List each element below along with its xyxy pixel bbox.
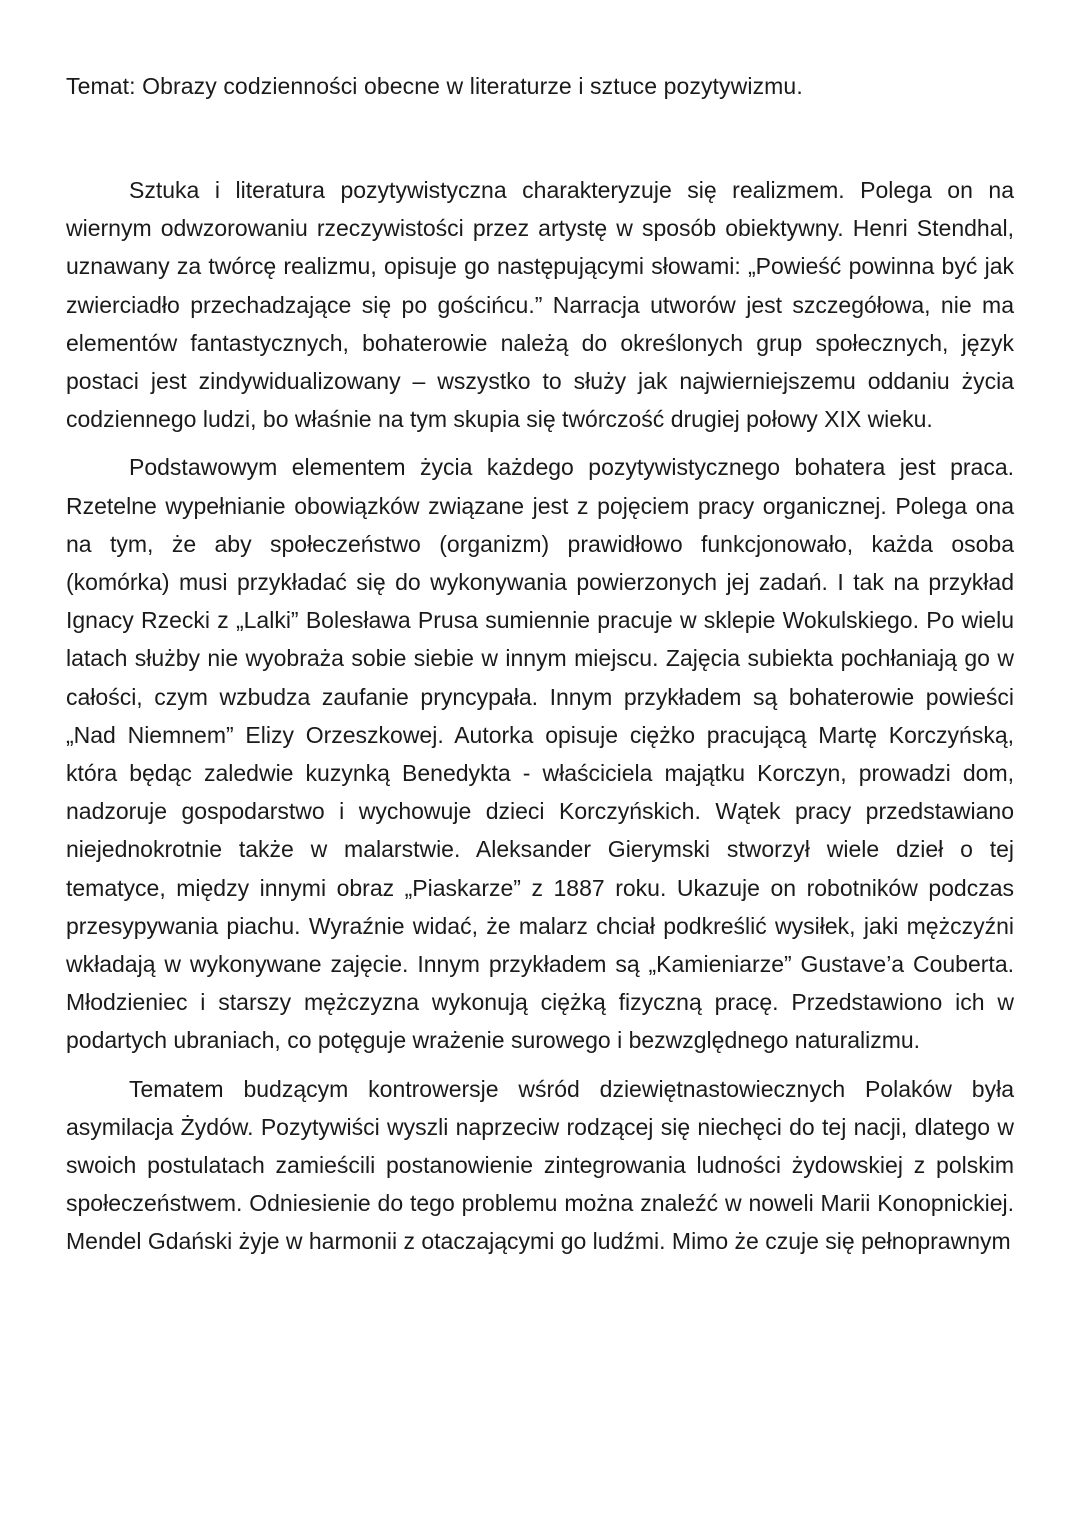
paragraph-realism: Sztuka i literatura pozytywistyczna charakteryzuje się realizmem. Polega on na wiernym odwzorowaniu rzeczywistości przez artystę w sposób obiektywny. Henri Stendhal, uznawany za twórcę realizmu, opisuje go następującymi słowami: „Powieść powinna być jak zwierciadło przechadzające się po gościńcu.” Narracja utworów jest szczegółowa, nie ma elementów fantastycznych, bohaterowie należą do określonych grup społecznych, język postaci jest zindywidualizowany – wszystko to służy jak najwierniejszemu oddaniu życia codziennego ludzi, bo właśnie na tym skupia się twórczość drugiej połowy XIX wieku. <box>66 177 1014 433</box>
document-title: Temat: Obrazy codzienności obecne w literaturze i sztuce pozytywizmu. <box>66 73 803 99</box>
document-body <box>66 171 1014 1271</box>
paragraph-assimilation: Tematem budzącym kontrowersje wśród dziewiętnastowiecznych Polaków była asymilacja Żydów. Pozytywiści wyszli naprzeciw rodzącej się niechęci do tej nacji, dlatego w swoich postulatach zamieścili postanowienie zintegrowania ludności żydowskiej z polskim społeczeństwem. Odniesienie do tego problemu można znaleźć w noweli Marii Konopnickiej. Mendel Gdański żyje w harmonii z otaczającymi go ludźmi. Mimo że czuje się pełnoprawnym <box>66 1075 1014 1255</box>
paragraph-work: Podstawowym elementem życia każdego pozytywistycznego bohatera jest praca. Rzetelne wypełnianie obowiązków związane jest z pojęciem pracy organicznej. Polega ona na tym, że aby społeczeństwo (organizm) prawidłowo funkcjonowało, każda osoba (komórka) musi przykładać się do wykonywania powierzonych jej zadań. I tak na przykład Ignacy Rzecki z „Lalki” Bolesława Prusa sumiennie pracuje w sklepie Wokulskiego. Po wielu latach służby nie wyobraża sobie siebie w innym miejscu. Zajęcia subiekta pochłaniają go w całości, czym wzbudza zaufanie pryncypała. Innym przykładem są bohaterowie powieści „Nad Niemnem” Elizy Orzeszkowej. Autorka opisuje ciężko pracującą Martę Korczyńską, która będąc zaledwie kuzynką Benedykta - właściciela majątku Korczyn, prowadzi dom, nadzoruje gospodarstwo i wychowuje dzieci Korczyńskich. Wątek pracy przedstawiano niejednokrotnie także w malarstwie. Aleksander Gierymski stworzył wiele dzieł o tej tematyce, między innymi obraz „Piaskarze” z 1887 roku. Ukazuje on robotników podczas przesypywania piachu. Wyraźnie widać, że malarz chciał podkreślić wysiłek, jaki mężczyźni wkładają w wykonywane zajęcie. Innym przykładem są „Kamieniarze” Gustave’a Couberta. Młodzieniec i starszy mężczyzna wykonują ciężką fizyczną pracę. Przedstawiono ich w podartych ubraniach, co potęguje wrażenie surowego i bezwzględnego naturalizmu. <box>66 454 1014 1054</box>
